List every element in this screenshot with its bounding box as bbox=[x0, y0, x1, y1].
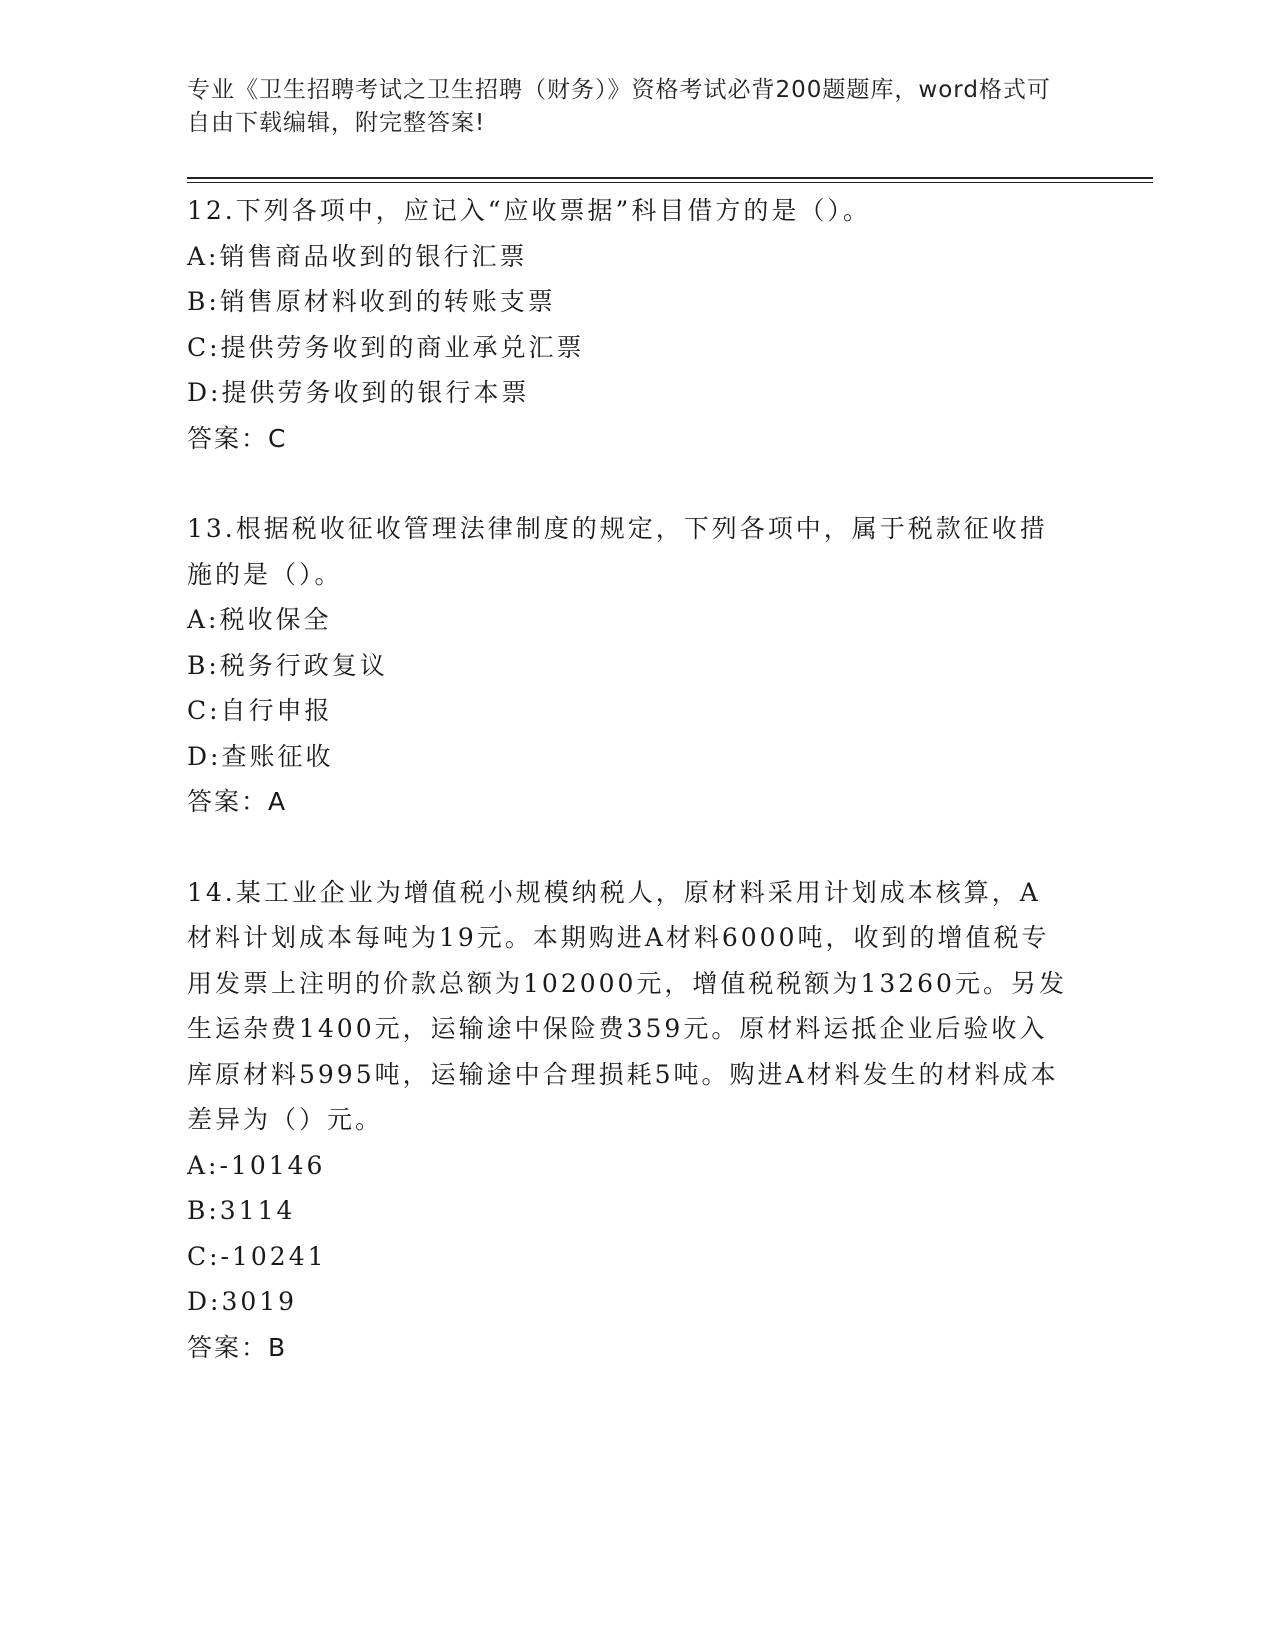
option-c: C:-10241 bbox=[187, 1241, 327, 1271]
option-d: D:查账征收 bbox=[187, 741, 334, 771]
answer: 答案：C bbox=[187, 423, 288, 453]
option-b: B:3114 bbox=[187, 1196, 296, 1225]
answer: 答案：B bbox=[187, 1332, 288, 1362]
question-13 bbox=[187, 506, 1087, 825]
option-a: A:销售商品收到的银行汇票 bbox=[187, 241, 528, 271]
option-d: D:3019 bbox=[187, 1287, 298, 1316]
option-d: D:提供劳务收到的银行本票 bbox=[187, 378, 530, 407]
question-stem: 13.根据税收征收管理法律制度的规定，下列各项中，属于税款征收措施的是（）。 bbox=[187, 514, 1048, 589]
option-a: A:-10146 bbox=[187, 1150, 326, 1180]
page-header: 专业《卫生招聘考试之卫生招聘（财务）》资格考试必背200题题库，word格式可自由下载编辑，附完整答案! bbox=[187, 77, 1051, 136]
option-a: A:税收保全 bbox=[187, 605, 332, 634]
option-c: C:提供劳务收到的商业承兑汇票 bbox=[187, 332, 585, 362]
question-14 bbox=[187, 870, 1087, 1371]
question-12 bbox=[187, 188, 1087, 461]
option-b: B:销售原材料收到的转账支票 bbox=[187, 287, 556, 316]
question-stem: 12.下列各项中，应记入“应收票据”科目借方的是（）。 bbox=[187, 196, 871, 225]
option-b: B:税务行政复议 bbox=[187, 650, 388, 680]
answer: 答案：A bbox=[187, 787, 288, 816]
option-c: C:自行申报 bbox=[187, 696, 333, 725]
question-stem: 14.某工业企业为增值税小规模纳税人，原材料采用计划成本核算，A材料计划成本每吨为19元。本期购进A材料6000吨，收到的增值税专用发票上注明的价款总额为102000元，增值税税额为13260元。另发生运杂费1400元，运输途中保险费359元。原材料运抵企业后验收入库原材料5995吨，运输途中合理损耗5吨。购进A材料发生的材料成本差异为（）元。 bbox=[187, 877, 1067, 1134]
header-divider bbox=[187, 177, 1153, 183]
question-list bbox=[187, 188, 1087, 1370]
